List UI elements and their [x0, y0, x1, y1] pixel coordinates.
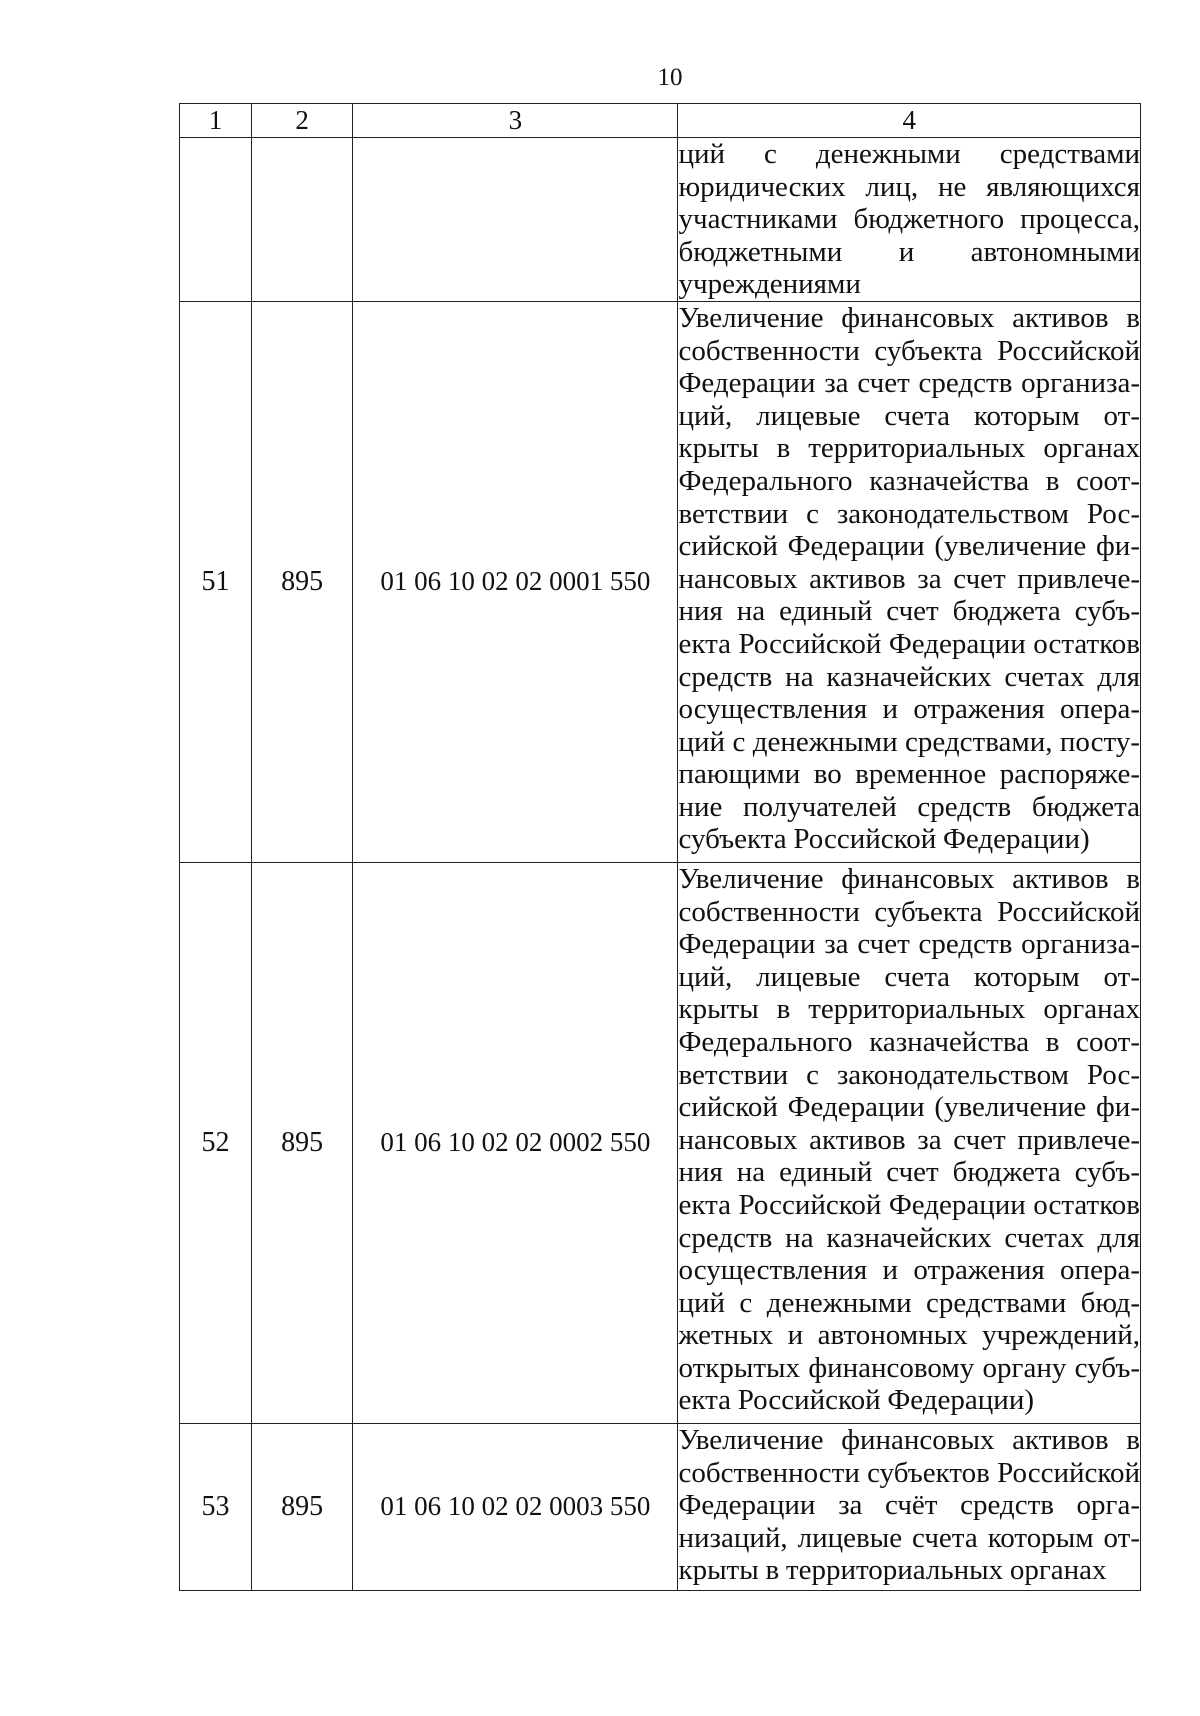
description-text: Увеличение финансовых активов в собственности субъекта Российской Федерации за счет средств организаций, лицевые счета которым открыты в территориальных органах Федерального казначейства в соответствии с законодательством Российской Федерации (увеличение финансовых активов за счет привлечения на единый счет бюджета субъекта Российской Федерации остатков средств на казначейских счетах для осуществления и отражения операций с денежными средствами, поступающими во временное распоряжение получателей средств бюджета субъекта Российской Федерации): [678, 301, 1140, 856]
table-row: [180, 1423, 1141, 1590]
budget-codes-table: [179, 103, 1141, 1591]
classification-code: 01 06 10 02 02 0002 550: [353, 862, 678, 1423]
page-number: 10: [657, 64, 683, 91]
table-row: [180, 862, 1141, 1423]
classification-code: 01 06 10 02 02 0001 550: [353, 301, 678, 862]
admin-code: 895: [252, 301, 353, 862]
table-row: [180, 301, 1141, 862]
admin-code: [252, 138, 353, 302]
description-text: ций с денежными средствами юридических лиц, не являющихся участниками бюджетного процесса, бюджетными и автономными учреждениями: [678, 138, 1140, 301]
admin-code: 895: [252, 1423, 353, 1590]
classification-code: [353, 138, 678, 302]
classification-code: 01 06 10 02 02 0003 550: [353, 1423, 678, 1590]
row-number: 53: [180, 1423, 252, 1590]
row-number: 51: [180, 301, 252, 862]
description-cell: [678, 301, 1141, 862]
row-number: 52: [180, 862, 252, 1423]
row-number: [180, 138, 252, 302]
description-text: Увеличение финансовых активов в собственности субъектов Российской Федерации за счёт средств организаций, лицевые счета которым открыты в территориальных органах: [678, 1423, 1140, 1587]
header-col-4: 4: [678, 104, 1141, 138]
header-col-1: 1: [180, 104, 252, 138]
table-header-row: [180, 104, 1141, 138]
description-text: Увеличение финансовых активов в собственности субъекта Российской Федерации за счет средств организаций, лицевые счета которым открыты в территориальных органах Федерального казначейства в соответствии с законодательством Российской Федерации (увеличение финансовых активов за счет привлечения на единый счет бюджета субъекта Российской Федерации остатков средств на казначейских счетах для осуществления и отражения операций с денежными средствами бюджетных и автономных учреждений, открытых финансовому органу субъекта Российской Федерации): [678, 862, 1140, 1417]
header-col-2: 2: [252, 104, 353, 138]
description-cell: [678, 1423, 1141, 1590]
table-row: [180, 138, 1141, 302]
description-cell: [678, 138, 1141, 302]
header-col-3: 3: [353, 104, 678, 138]
description-cell: [678, 862, 1141, 1423]
admin-code: 895: [252, 862, 353, 1423]
